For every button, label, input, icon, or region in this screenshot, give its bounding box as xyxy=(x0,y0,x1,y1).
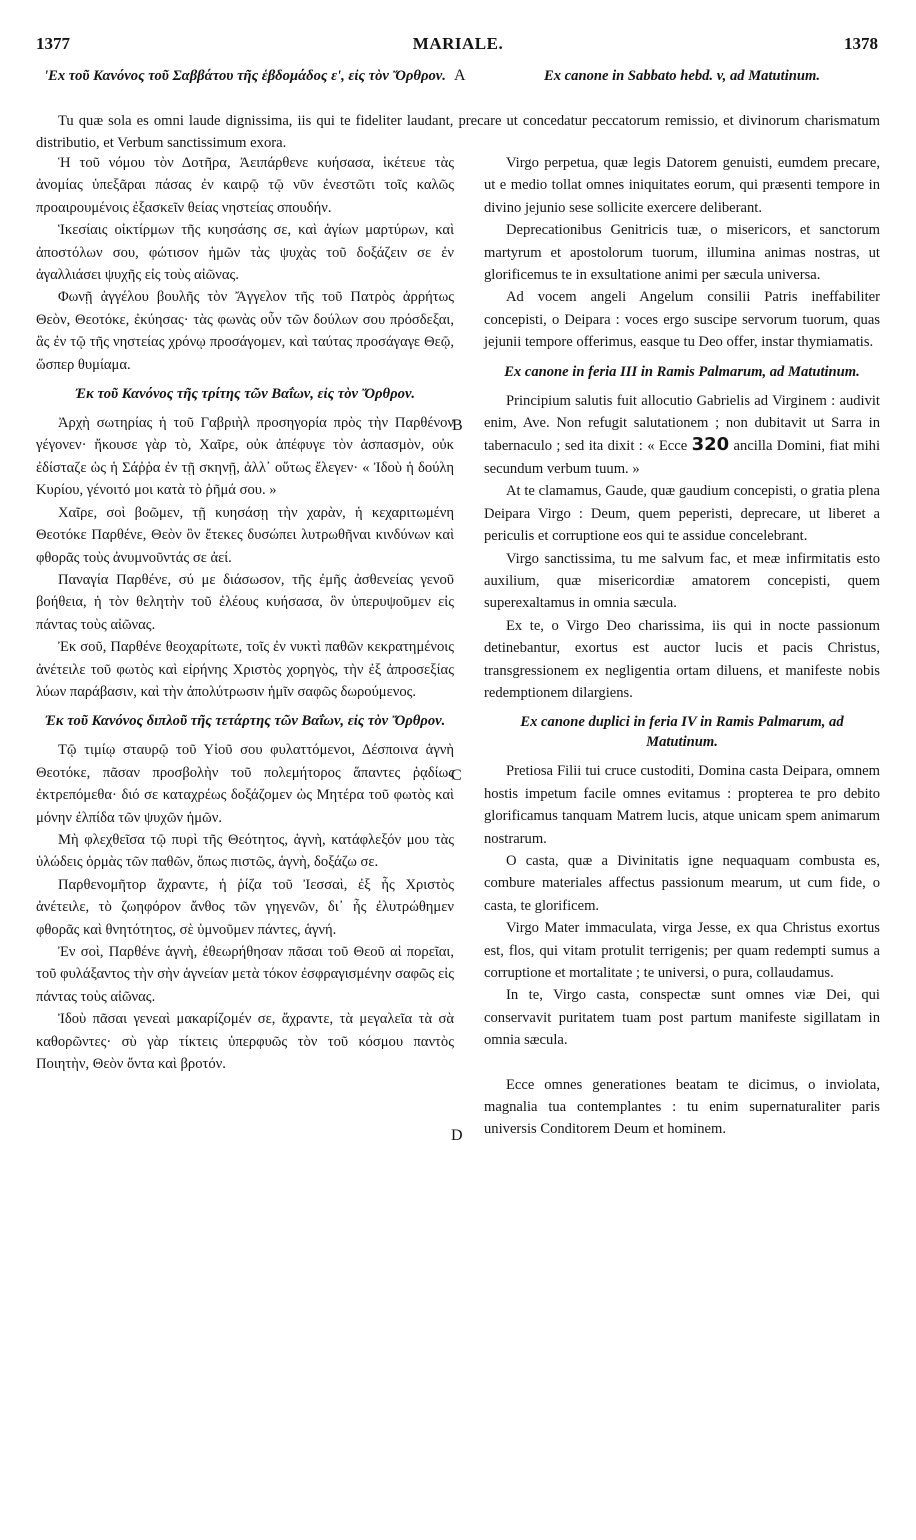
latin-paragraph: Virgo perpetua, quæ legis Datorem genuisti, eumdem precare, ut e medio tollat omnes iniquitates eorum, qui præsenti tempore in divino jejunio sese sollicite exercere deliberant. xyxy=(484,155,880,216)
latin-paragraph: Ex te, o Virgo Deo charissima, iis qui in nocte passionum detinebantur, exortus est auctor lucis et pacis Christus, transgressionem ex negligentia ortam diluens, et manifeste nobis redemptionem dilargiens. xyxy=(484,617,880,701)
greek-paragraph: Ἰδοὺ πᾶσαι γενεαὶ μακαρίζομέν σε, ἄχραντε, τὰ μεγαλεῖα τὰ σὰ καθορῶντες· σὺ γὰρ τίκτεις ὑπερφυῶς τὸν τοῦ κόσμου παντὸς Ποιητὴν, Θεὸν ὄντα καὶ βροτόν. xyxy=(36,1011,454,1073)
latin-heading-3: Ex canone duplici in feria IV in Ramis Palmarum, ad Matutinum. xyxy=(520,714,844,751)
latin-paragraph: Deprecationibus Genitricis tuæ, o misericors, et sanctorum martyrum et apostolorum tuorum, illumina animas nostras, ut glorificemus te in exsultatione animi per sæcula universa. xyxy=(484,222,880,284)
greek-heading-2: Ἐκ τοῦ Κανόνος τῆς τρίτης τῶν Βαΐων, εἰς τὸν Ὄρθρον. xyxy=(74,386,416,403)
latin-paragraph: In te, Virgo casta, conspectæ sunt omnes viæ Dei, qui conservavit puritatem tuam post partum manifeste sigillatam in omnia sæcula. xyxy=(484,987,880,1049)
latin-intro-text: Tu quæ sola es omni laude dignissima, iis qui te fideliter laudant, precare ut concedatur peccatorum remissio, et divinorum charismatum distributio, et Verbum sanctissimum exora. xyxy=(36,110,880,155)
margin-mark-d: D xyxy=(451,1127,463,1144)
greek-column xyxy=(36,66,454,1075)
latin-paragraph: Pretiosa Filii tui cruce custoditi, Domina casta Deipara, omnem hostis impetum facile omnes evitamus : propterea te pro debito glorificamus tanquam Matrem lucis, atque unicam spem animarum nostrarum. xyxy=(484,763,880,847)
latin-paragraph: At te clamamus, Gaude, quæ gaudium concepisti, o gratia plena Deipara Virgo : Deum, quem peperisti, deprecare, ut liberet a periculis et corruptione eos qui te assidue concelebrant. xyxy=(484,483,880,545)
latin-paragraph: Virgo Mater immaculata, virga Jesse, ex qua Christus exortus est, flos, qui vitam protulit terrigenis; per quam redempti sumus a corruptione et mortalitate ; te universi, o pura, collaudamus. xyxy=(484,920,880,981)
greek-paragraph: Φωνῇ ἀγγέλου βουλῆς τὸν Ἄγγελον τῆς τοῦ Πατρὸς ἀρρήτως Θεὸν, Θεοτόκε, ἐκύησας· τὰς φωνὰς οὖν τῶν δούλων σου πρόσδεξαι, ἃς ἐν τῷ τῆς νηστείας χρόνῳ προσάγομεν, καὶ ταύτας προσάγαγε Θεῷ, ὥσπερ θυμίαμα. xyxy=(36,289,454,373)
greek-paragraph: Ἐν σοὶ, Παρθένε ἁγνὴ, ἐθεωρήθησαν πᾶσαι τοῦ Θεοῦ αἱ πορεῖαι, τοῦ φυλάξαντος τὴν σὴν ἁγνείαν μετὰ τόκον ἐσφραγισμένην σαφῶς εἰς πάντας τοὺς αἰῶνας. xyxy=(36,944,454,1005)
greek-heading-1: 'Ex τοῦ Κανόνος τοῦ Σαββάτου τῆς ἑβδομάδος ε', εἰς τὸν Ὄρθρον. xyxy=(44,68,446,84)
greek-paragraph: Παρθενομῆτορ ἄχραντε, ἡ ῥίζα τοῦ Ἰεσσαὶ, ἐξ ἧς Χριστὸς ἀνέτειλε, τὸ ζωηφόρον ἄνθος τῶν γηγενῶν, δι᾽ ἧς ἐλυτρώθημεν φθορᾶς καὶ θνητότητος, σὲ ὑμνοῦμεν πάντες, ἁγνή. xyxy=(36,876,454,938)
latin-paragraph: O casta, quæ a Divinitatis igne nequaquam combusta es, combure materiales affectus passionum mearum, ut cum fide, o casta, te glorificem. xyxy=(484,852,880,914)
page-number-left: 1377 xyxy=(36,34,70,53)
greek-paragraph: Ἀρχὴ σωτηρίας ἡ τοῦ Γαβριὴλ προσηγορία πρὸς τὴν Παρθένον γέγονεν· ἤκουσε γὰρ τὸ, Χαῖρε, οὐκ ἀπέφυγε τὸν ἀσπασμὸν, οὐκ ἐδίσταζε ὡς ἡ Σάῤῥα ἐν τῇ σκηνῇ, ἀλλ᾽ οὕτως ἔλεγεν· « Ἰδοὺ ἡ δούλη Κυρίου, γένοιτό μοι κατὰ τὸ ῥῆμά σου. » xyxy=(36,415,454,499)
greek-paragraph: Ἱκεσίαις οἰκτίρμων τῆς κυησάσης σε, καὶ ἁγίων μαρτύρων, καὶ ἀποστόλων σου, φώτισον ἡμῶν τὰς ψυχὰς τοῦ δοξάζειν σε ἐν ἀγαλλιάσει ψυχῆς εἰς τοὺς αἰῶνας. xyxy=(36,222,454,284)
margin-mark-b: B xyxy=(452,417,463,434)
column-number: 320 xyxy=(691,434,730,456)
greek-paragraph: Χαῖρε, σοὶ βοῶμεν, τῇ κυησάσῃ τὴν χαρὰν, ἡ κεχαριτωμένη Θεοτόκε Παρθένε, Θεὸν ὃν ἔτεκες δυσώπει λυτρωθῆναι κινδύνων καὶ φθορᾶς τοὺς ἀνυμνοῦντάς σε ἀεί. xyxy=(36,504,454,566)
greek-paragraph: Ἐκ σοῦ, Παρθένε θεοχαρίτωτε, τοῖς ἐν νυκτὶ παθῶν κεκρατημένοις ἀνέτειλε τοῦ φωτὸς καὶ εἰρήνης Χριστὸς χορηγὸς, τὴν ἐξ ἀπροσεξίας λύων παράβασιν, καὶ τὴν ἀπολύτρωσιν ἡμῖν σαφῶς δωρούμενος. xyxy=(36,639,454,700)
greek-paragraph: Ἡ τοῦ νόμου τὸν Δοτῆρα, Ἀειπάρθενε κυήσασα, ἱκέτευε τὰς ἀνομίας ὑπεξᾶραι πάσας ἐν καιρῷ τῷ νῦν ἐνεστῶτι τοῖς καλῶς προαιρουμένοις ἐξασκεῖν θείας νηστείας σπουδήν. xyxy=(36,155,454,216)
margin-mark-c: C xyxy=(451,767,462,784)
latin-text: Principium salutis fuit allocutio Gabrielis ad Virginem : audivit enim, Ave. Non refugit salutationem ; non dubitavit ut Sarra in tabernaculo ; sed ita dixit : « Ecce xyxy=(484,392,880,455)
latin-heading-2: Ex canone in feria III in Ramis Palmarum, ad Matutinum. xyxy=(504,363,860,380)
latin-paragraph xyxy=(484,390,880,481)
greek-paragraph: Μὴ φλεχθεῖσα τῷ πυρὶ τῆς Θεότητος, ἁγνὴ, κατάφλεξόν μου τὰς ὑλώδεις ὁρμὰς τῶν παθῶν, ὅπως πιστῶς, ἁγνὴ, δοξάζω σε. xyxy=(36,831,454,871)
latin-text: ancilla Domini, fiat mihi secundum verbum tuum. » xyxy=(484,438,880,477)
greek-heading-3: Ἐκ τοῦ Κανόνος διπλοῦ τῆς τετάρτης τῶν Βαΐων, εἰς τὸν Ὄρθρον. xyxy=(44,713,446,730)
latin-intro xyxy=(36,110,880,155)
latin-paragraph: Ad vocem angeli Angelum consilii Patris ineffabiliter concepisti, o Deipara : voces ergo suscipe servorum tuorum, quas jejunii tempore offerimus, easque tu Deo offer, instar thymiamatis. xyxy=(484,289,880,351)
running-title: MARIALE. xyxy=(412,34,504,53)
margin-mark-a: A xyxy=(454,67,466,84)
page-number-right: 1378 xyxy=(844,34,878,53)
latin-heading-1: Ex canone in Sabbato hebd. v, ad Matutinum. xyxy=(544,68,820,84)
greek-paragraph: Παναγία Παρθένε, σύ με διάσωσον, τῆς ἐμῆς ἀσθενείας γενοῦ βοήθεια, ἡ τὸν θελητὴν τοῦ ἐλέους κυήσασα, ὃν ὑπερυψοῦμεν εἰς πάντας τοὺς αἰῶνας. xyxy=(36,571,454,633)
latin-column xyxy=(484,66,880,1141)
latin-paragraph: Virgo sanctissima, tu me salvum fac, et meæ infirmitatis esto auxilium, quæ misericordiæ amatorem concepisti, quem superexaltamus in omnia sæcula. xyxy=(484,550,880,612)
latin-paragraph: Ecce omnes generationes beatam te dicimus, o inviolata, magnalia tua contemplantes : tu enim supernaturaliter paris universis Conditorem Deum et hominem. xyxy=(484,1076,880,1138)
greek-paragraph: Τῷ τιμίῳ σταυρῷ τοῦ Υἱοῦ σου φυλαττόμενοι, Δέσποινα ἁγνὴ Θεοτόκε, πᾶσαν προσβολὴν τοῦ πολεμήτορος ἅπαντες ῥᾳδίως ἐκτρεπόμεθα· διό σε καταχρέως δοξάζομεν ὡς Μητέρα τοῦ φωτὸς καὶ μόνην ἐλπίδα τῶν ψυχῶν ἡμῶν. xyxy=(36,742,454,826)
